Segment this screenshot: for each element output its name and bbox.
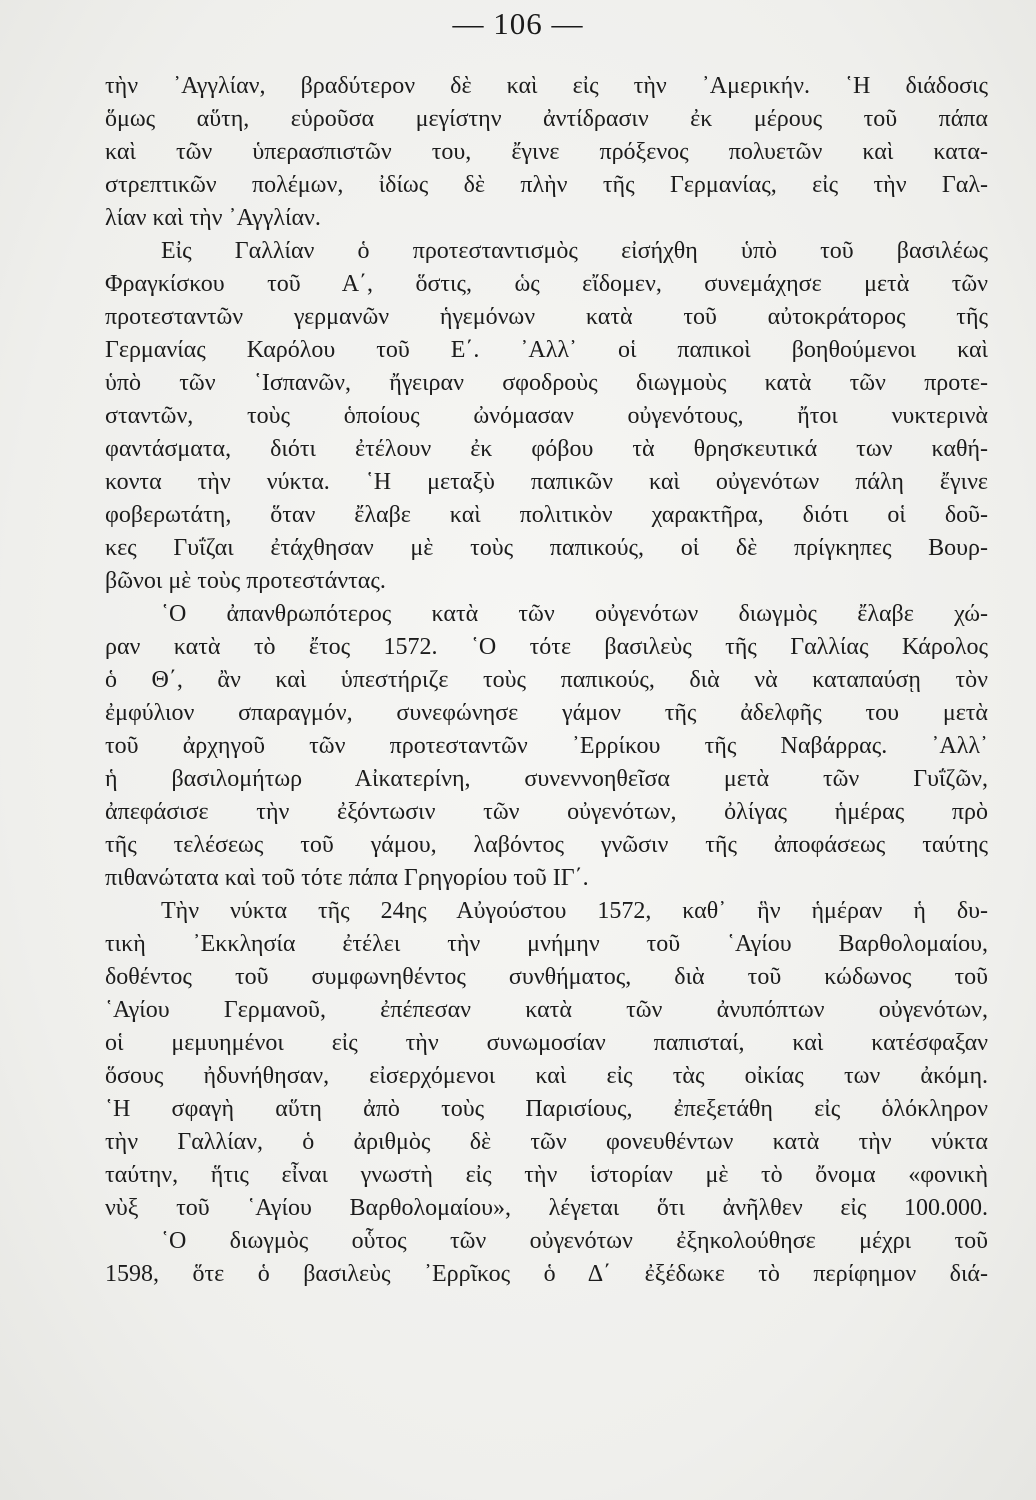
text-line: 1598, ὅτε ὁ βασιλεὺς ᾿Ερρῖκος ὁ Δ΄ ἐξέδωκε τὸ περίφημον διά- <box>105 1261 988 1287</box>
text-line: ῾Αγίου Γερμανοῦ, ἐπέπεσαν κατὰ τῶν ἀνυπόπτων οὐγενότων, <box>105 997 988 1023</box>
text-line: οἱ μεμυημένοι εἰς τὴν συνωμοσίαν παπισταί, καὶ κατέσφαξαν <box>105 1030 988 1056</box>
text-line: ταύτην, ἥτις εἶναι γνωστὴ εἰς τὴν ἱστορίαν μὲ τὸ ὄνομα «φονικὴ <box>105 1162 988 1188</box>
text-line: τῆς τελέσεως τοῦ γάμου, λαβόντος γνῶσιν τῆς ἀποφάσεως ταύτης <box>105 832 988 858</box>
text-line: στρεπτικῶν πολέμων, ἰδίως δὲ πλὴν τῆς Γερμανίας, εἰς τὴν Γαλ- <box>105 172 988 198</box>
text-line: προτεσταντῶν γερμανῶν ἡγεμόνων κατὰ τοῦ αὐτοκράτορος τῆς <box>105 304 988 330</box>
text-line: καὶ τῶν ὑπερασπιστῶν του, ἔγινε πρόξενος πολυετῶν καὶ κατα- <box>105 139 988 165</box>
text-line: ὁ Θ΄, ἂν καὶ ὑπεστήριζε τοὺς παπικούς, διὰ νὰ καταπαύσῃ τὸν <box>105 667 988 693</box>
text-line: ὅμως αὕτη, εὑροῦσα μεγίστην ἀντίδρασιν ἐκ μέρους τοῦ πάπα <box>105 106 988 132</box>
text-line: κοντα τὴν νύκτα. ῾Η μεταξὺ παπικῶν καὶ οὐγενότων πάλη ἔγινε <box>105 469 988 495</box>
paragraph-5 <box>105 1225 988 1291</box>
text-line: νὺξ τοῦ ῾Αγίου Βαρθολομαίου», λέγεται ὅτι ἀνῆλθεν εἰς 100.000. <box>105 1195 988 1221</box>
paragraph-4 <box>105 895 988 1225</box>
text-line: Τὴν νύκτα τῆς 24ης Αὐγούστου 1572, καθ᾿ ἣν ἡμέραν ἡ δυ- <box>161 898 988 924</box>
text-line: κες Γυΐζαι ἐτάχθησαν μὲ τοὺς παπικούς, οἱ δὲ πρίγκηπες Βουρ- <box>105 535 988 561</box>
text-line: ἡ βασιλομήτωρ Αἰκατερίνη, συνεννοηθεῖσα μετὰ τῶν Γυΐζῶν, <box>105 766 988 792</box>
paragraph-3 <box>105 598 988 895</box>
text-line: φαντάσματα, διότι ἐτέλουν ἐκ φόβου τὰ θρησκευτικά των καθή- <box>105 436 988 462</box>
paragraph-2 <box>105 235 988 598</box>
text-line: ῾Ο διωγμὸς οὗτος τῶν οὐγενότων ἐξηκολούθησε μέχρι τοῦ <box>161 1228 988 1254</box>
text-line: τὴν ᾿Αγγλίαν, βραδύτερον δὲ καὶ εἰς τὴν ᾿Αμερικήν. ῾Η διάδοσις <box>105 73 988 99</box>
text-line: τικὴ ᾿Εκκλησία ἐτέλει τὴν μνήμην τοῦ ῾Αγίου Βαρθολομαίου, <box>105 931 988 957</box>
text-line: σταντῶν, τοὺς ὁποίους ὠνόμασαν οὐγενότους, ἤτοι νυκτερινὰ <box>105 403 988 429</box>
text-line: βῶνοι μὲ τοὺς προτεστάντας. <box>105 568 386 594</box>
body-text <box>105 70 988 1291</box>
text-line: ραν κατὰ τὸ ἔτος 1572. ῾Ο τότε βασιλεὺς τῆς Γαλλίας Κάρολος <box>105 634 988 660</box>
text-line: ἐμφύλιον σπαραγμόν, συνεφώνησε γάμον τῆς ἀδελφῆς του μετὰ <box>105 700 988 726</box>
text-line: φοβερωτάτη, ὅταν ἔλαβε καὶ πολιτικὸν χαρακτῆρα, διότι οἱ δοῦ- <box>105 502 988 528</box>
text-line: ῾Ο ἀπανθρωπότερος κατὰ τῶν οὐγενότων διωγμὸς ἔλαβε χώ- <box>161 601 988 627</box>
text-line: δοθέντος τοῦ συμφωνηθέντος συνθήματος, διὰ τοῦ κώδωνος τοῦ <box>105 964 988 990</box>
text-line: τὴν Γαλλίαν, ὁ ἀριθμὸς δὲ τῶν φονευθέντων κατὰ τὴν νύκτα <box>105 1129 988 1155</box>
text-line: Εἰς Γαλλίαν ὁ προτεσταντισμὸς εἰσήχθη ὑπὸ τοῦ βασιλέως <box>161 238 988 264</box>
text-line: ὅσους ἠδυνήθησαν, εἰσερχόμενοι καὶ εἰς τὰς οἰκίας των ἀκόμη. <box>105 1063 988 1089</box>
text-line: λίαν καὶ τὴν ᾿Αγγλίαν. <box>105 205 321 231</box>
text-line: πιθανώτατα καὶ τοῦ τότε πάπα Γρηγορίου τοῦ ΙΓ΄. <box>105 865 589 891</box>
text-line: ῾Η σφαγὴ αὕτη ἀπὸ τοὺς Παρισίους, ἐπεξετάθη εἰς ὁλόκληρον <box>105 1096 988 1122</box>
text-line: τοῦ ἀρχηγοῦ τῶν προτεσταντῶν ᾿Ερρίκου τῆς Ναβάρρας. ᾿Αλλ᾿ <box>105 733 988 759</box>
paragraph-1 <box>105 70 988 235</box>
page-number: — 106 — <box>452 6 584 41</box>
text-line: Φραγκίσκου τοῦ Α΄, ὅστις, ὡς εἴδομεν, συνεμάχησε μετὰ τῶν <box>105 271 988 297</box>
text-line: ὑπὸ τῶν ῾Ισπανῶν, ἤγειραν σφοδροὺς διωγμοὺς κατὰ τῶν προτε- <box>105 370 988 396</box>
text-line: ἀπεφάσισε τὴν ἐξόντωσιν τῶν οὐγενότων, ὀλίγας ἡμέρας πρὸ <box>105 799 988 825</box>
text-line: Γερμανίας Καρόλου τοῦ Ε΄. ᾿Αλλ᾿ οἱ παπικοὶ βοηθούμενοι καὶ <box>105 337 988 363</box>
